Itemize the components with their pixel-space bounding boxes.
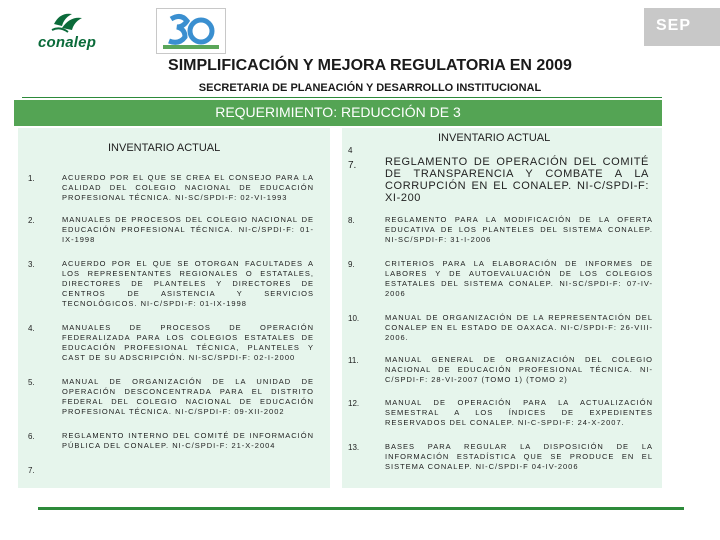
- requirement-banner: [14, 100, 662, 126]
- right-item-text: BASES PARA REGULAR LA DISPOSICIÓN DE LA INFORMACIÓN ESTADÍSTICA QUE SE PRODUCE EN EL SISTEMA CONALEP. NI-C/SPDI-F 04-IV-2006: [385, 442, 653, 471]
- left-item-number: 1.: [28, 174, 35, 183]
- left-item-text: MANUAL DE ORGANIZACIÓN DE LA UNIDAD DE OPERACIÓN DESCONCENTRADA PARA EL DISTRITO FEDERAL DEL COLEGIO NACIONAL DE EDUCACIÓN PROFESIONAL TÉCNICA. NI-C/SPDI-F: 09-XII-2002: [62, 377, 314, 416]
- header-divider: [22, 97, 662, 98]
- anniversary-30-icon: [157, 9, 225, 53]
- right-extra-number: 4: [348, 146, 353, 155]
- left-item-number: 5.: [28, 378, 35, 387]
- right-inventory-heading: INVENTARIO ACTUAL: [438, 132, 551, 144]
- left-item-text: ACUERDO POR EL QUE SE OTORGAN FACULTADES A LOS REPRESENTANTES REGIONALES O ESTATALES, DIRECTORES DE PLANTELES Y DIRECTORES DE CENTROS DE ASISTENCIA Y SERVICIOS TECNOLÓGICOS. NI-C/SPDI-F: 01-IX-1998: [62, 259, 314, 308]
- sep-label: SEP: [656, 17, 692, 34]
- left-item-number: 3.: [28, 260, 35, 269]
- right-item-text: MANUAL DE OPERACIÓN PARA LA ACTUALIZACIÓN SEMESTRAL A LOS ÍNDICES DE EXPEDIENTES RESERVADOS DEL CONALEP. NI-C-SPDI-F: 24-X-2007.: [385, 398, 653, 427]
- right-item-text: MANUAL GENERAL DE ORGANIZACIÓN DEL COLEGIO NACIONAL DE EDUCACIÓN PROFESIONAL TÉCNICA. NI-C/SPDI-F: 28-VI-2007 (TOMO 1) (TOMO 2): [385, 355, 653, 384]
- left-item-number: 7.: [28, 466, 35, 475]
- requirement-label: REQUERIMIENTO: REDUCCIÓN DE 3: [215, 104, 461, 120]
- conalep-emblem-icon: [50, 10, 84, 34]
- page-subtitle: SECRETARIA DE PLANEACIÓN Y DESARROLLO INSTITUCIONAL: [198, 82, 542, 94]
- sep-logo: [644, 8, 720, 46]
- right-item-number: 10.: [348, 314, 360, 323]
- right-item-number: 13.: [348, 443, 360, 452]
- left-item-text: ACUERDO POR EL QUE SE CREA EL CONSEJO PARA LA CALIDAD DEL COLEGIO NACIONAL DE EDUCACIÓN PROFESIONAL TÉCNICA. NI-SC/SPDI-F: 02-VI-1993: [62, 173, 314, 202]
- right-item-number: 7.: [348, 160, 357, 171]
- footer-divider: [38, 507, 684, 510]
- right-item-number: 11.: [348, 356, 359, 365]
- right-item-number: 9.: [348, 260, 355, 269]
- left-item-number: 6.: [28, 432, 35, 441]
- left-item-text: MANUALES DE PROCESOS DE OPERACIÓN FEDERALIZADA PARA LOS COLEGIOS ESTATALES DE EDUCACIÓN PROFESIONAL TÉCNICA, PLANTELES Y CAST DE SU ADSCRIPCIÓN. NI-SC/SPDI-F: 02-I-2000: [62, 323, 314, 362]
- right-item-text: MANUAL DE ORGANIZACIÓN DE LA REPRESENTACIÓN DEL CONALEP EN EL ESTADO DE OAXACA. NI-C/SPDI-F: 26-VIII-2006.: [385, 313, 653, 342]
- left-item-number: 2.: [28, 216, 35, 225]
- left-item-text: REGLAMENTO INTERNO DEL COMITÉ DE INFORMACIÓN PÚBLICA DEL CONALEP. NI-C/SPDI-F: 21-X-2004: [62, 431, 314, 450]
- anniversary-logo: [156, 8, 226, 54]
- page-title: SIMPLIFICACIÓN Y MEJORA REGULATORIA EN 2009: [168, 57, 572, 74]
- right-item-text: CRITERIOS PARA LA ELABORACIÓN DE INFORMES DE LABORES Y DE AUTOEVALUACIÓN DE LOS COLEGIOS ESTATALES DEL SISTEMA CONALEP. NI-SC/SPDI-F: 07-IV-2006: [385, 259, 653, 298]
- left-item-number: 4.: [28, 324, 35, 333]
- right-item-number: 8.: [348, 216, 355, 225]
- conalep-logo: [36, 10, 106, 54]
- left-item-text: MANUALES DE PROCESOS DEL COLEGIO NACIONAL DE EDUCACIÓN PROFESIONAL TÉCNICA. NI-C/SPDI-F: 01-IX-1998: [62, 215, 314, 244]
- brand-name: conalep: [38, 34, 97, 51]
- left-inventory-heading: INVENTARIO ACTUAL: [108, 142, 221, 154]
- right-item-number: 12.: [348, 399, 360, 408]
- right-item-text: REGLAMENTO DE OPERACIÓN DEL COMITÉ DE TRANSPARENCIA Y COMBATE A LA CORRUPCIÓN EN EL CONALEP. NI-C/SPDI-F: XI-200: [385, 156, 649, 204]
- right-item-text: REGLAMENTO PARA LA MODIFICACIÓN DE LA OFERTA EDUCATIVA DE LOS PLANTELES DEL SISTEMA CONALEP. NI-SC/SPDI-F: 31-I-2006: [385, 215, 653, 244]
